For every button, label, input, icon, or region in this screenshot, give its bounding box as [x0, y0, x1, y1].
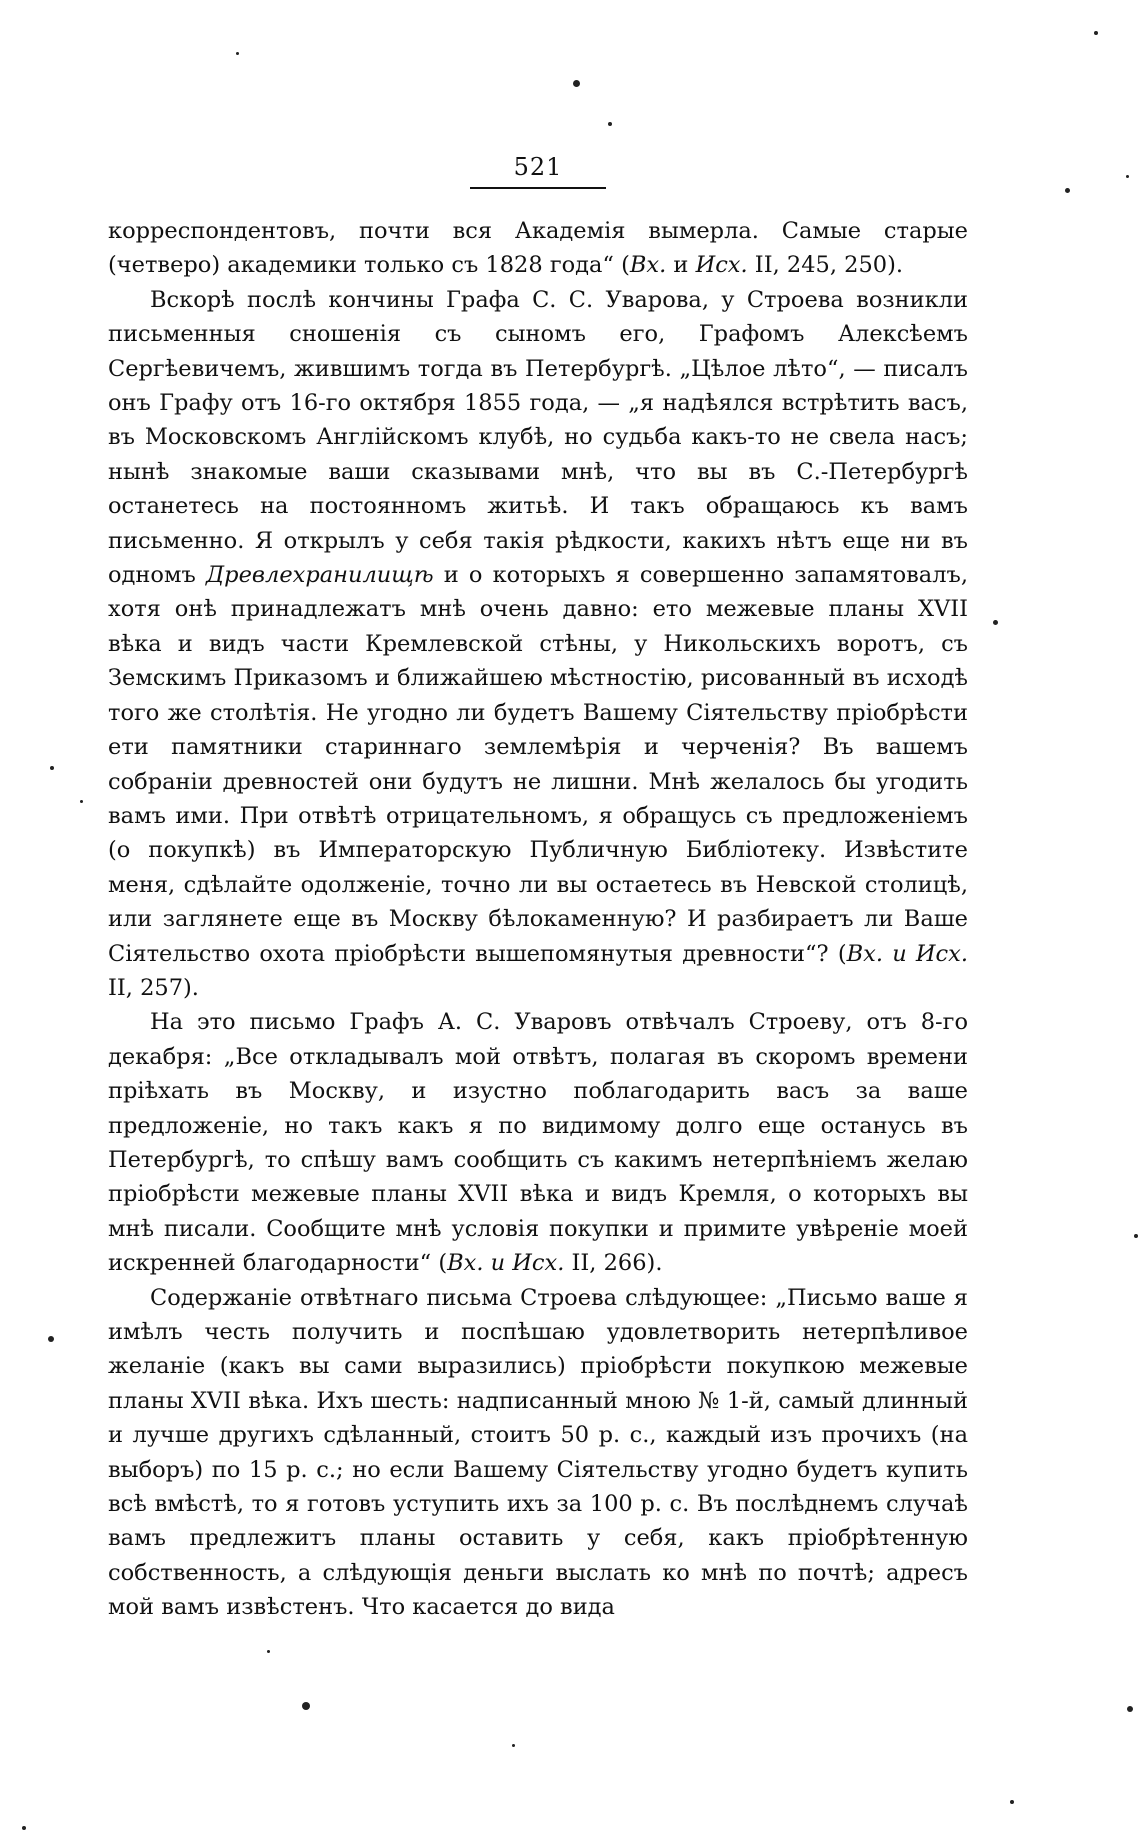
- body-paragraph: [108, 1281, 968, 1625]
- scan-speck: [573, 80, 580, 87]
- body-text: [108, 214, 968, 1625]
- text-run: и: [666, 252, 696, 279]
- italic-citation: Вх. и Исх.: [846, 940, 968, 967]
- text-run: На это письмо Графъ А. С. Уваровъ отвѣчалъ Строеву, отъ 8-го декабря: „Все откладывалъ мой отвѣтъ, полагая въ скоромъ времени пріѣхать въ Москву, и изустно поблагодарить васъ за ваше предложеніе, но такъ какъ я по видимому долго еще останусь въ Петербургѣ, то спѣшу вамъ сообщить съ какимъ нетерпѣніемъ желаю пріобрѣсти межевые планы XVII вѣка и видъ Кремля, о которыхъ вы мнѣ писали. Сообщите мнѣ условія покупки и примите увѣреніе моей искренней благодарности“ (: [108, 1009, 968, 1277]
- scan-speck: [1065, 188, 1070, 193]
- body-paragraph: [108, 283, 968, 1006]
- scan-speck: [50, 766, 54, 770]
- italic-citation: Древлехранилищѣ: [205, 562, 434, 589]
- scan-speck: [267, 1650, 270, 1653]
- scan-speck: [236, 52, 239, 55]
- scan-speck: [1094, 31, 1098, 35]
- text-run: Вскорѣ послѣ кончины Графа С. С. Уварова, у Строева возникли письменныя сношенія съ сыномъ его, Графомъ Алексѣемъ Сергѣевичемъ, жившимъ тогда въ Петербургѣ. „Цѣлое лѣто“, — писалъ онъ Графу отъ 16-го октября 1855 года, — „я надѣялся встрѣтить васъ, въ Московскомъ Англійскомъ клубѣ, но судьба какъ-то не свела насъ; нынѣ знакомые ваши сказывами мнѣ, что вы въ С.-Петербургѣ останетесь на постоянномъ житьѣ. И такъ обращаюсь къ вамъ письменно. Я открылъ у себя такія рѣдкости, какихъ нѣтъ еще ни въ одномъ: [108, 286, 968, 589]
- body-paragraph: [108, 1005, 968, 1280]
- text-run: Содержаніе отвѣтнаго письма Строева слѣдующее: „Письмо ваше я имѣлъ честь получить и поспѣшаю удовлетворить нетерпѣливое желаніе (какъ вы сами выразились) пріобрѣсти покупкою межевые планы XVII вѣка. Ихъ шесть: надписанный мною № 1-й, самый длинный и лучше другихъ сдѣланный, стоитъ 50 р. с., каждый изъ прочихъ (на выборъ) по 15 р. с.; но если Вашему Сіятельству угодно будетъ купить всѣ вмѣстѣ, то я готовъ уступить ихъ за 100 р. с. Въ послѣднемъ случаѣ вамъ предлежитъ планы оставить у себя, какъ пріобрѣтенную собственность, а слѣдующія деньги выслать ко мнѣ по почтѣ; адресъ мой вамъ извѣстенъ. Что касается до вида: [108, 1284, 968, 1621]
- scan-speck: [1126, 175, 1129, 178]
- scan-speck: [608, 122, 612, 126]
- scan-speck: [48, 1336, 54, 1342]
- text-run: и о которыхъ я совершенно запамятовалъ, хотя онѣ принадлежатъ мнѣ очень давно: ето межевые планы XVII вѣка и видъ части Кремлевской стѣны, у Никольскихъ воротъ, съ Земскимъ Приказомъ и ближайшею мѣстностію, рисованный въ исходѣ того же столѣтія. Не угодно ли будетъ Вашему Сіятельству пріобрѣсти ети памятники стариннаго землемѣрія и черченія? Въ вашемъ собраніи древностей они будутъ не лишни. Мнѣ желалось бы угодить вамъ ими. При отвѣтѣ отрицательномъ, я обращусь съ предложеніемъ (о покупкѣ) въ Императорскую Публичную Библіотеку. Извѣстите меня, сдѣлайте одолженіе, точно ли вы остаетесь въ Невской столицѣ, или заглянете еще въ Москву бѣлокаменную? И разбираетъ ли Ваше Сіятельство охота пріобрѣсти вышепомянутыя древности“? (: [108, 562, 968, 967]
- scan-speck: [1127, 1706, 1133, 1712]
- page-number: 521: [513, 153, 563, 181]
- italic-citation: Исх.: [695, 252, 748, 279]
- italic-citation: Вх.: [629, 252, 667, 279]
- text-run: II, 257).: [108, 974, 199, 1001]
- scan-speck: [80, 800, 83, 803]
- body-paragraph: [108, 214, 968, 283]
- scan-speck: [512, 1744, 515, 1747]
- page-number-rule: [470, 187, 606, 189]
- scan-speck: [302, 1702, 310, 1710]
- italic-citation: Вх. и Исх.: [447, 1250, 565, 1277]
- scan-speck: [1010, 1800, 1014, 1804]
- text-run: корреспондентовъ, почти вся Академія вымерла. Самые старые (четверо) академики только съ 1828 года“ (: [108, 218, 968, 279]
- scan-speck: [22, 1826, 26, 1830]
- scan-speck: [1134, 1234, 1138, 1238]
- scan-speck: [993, 620, 998, 625]
- text-run: II, 266).: [564, 1250, 663, 1277]
- text-run: II, 245, 250).: [747, 252, 904, 279]
